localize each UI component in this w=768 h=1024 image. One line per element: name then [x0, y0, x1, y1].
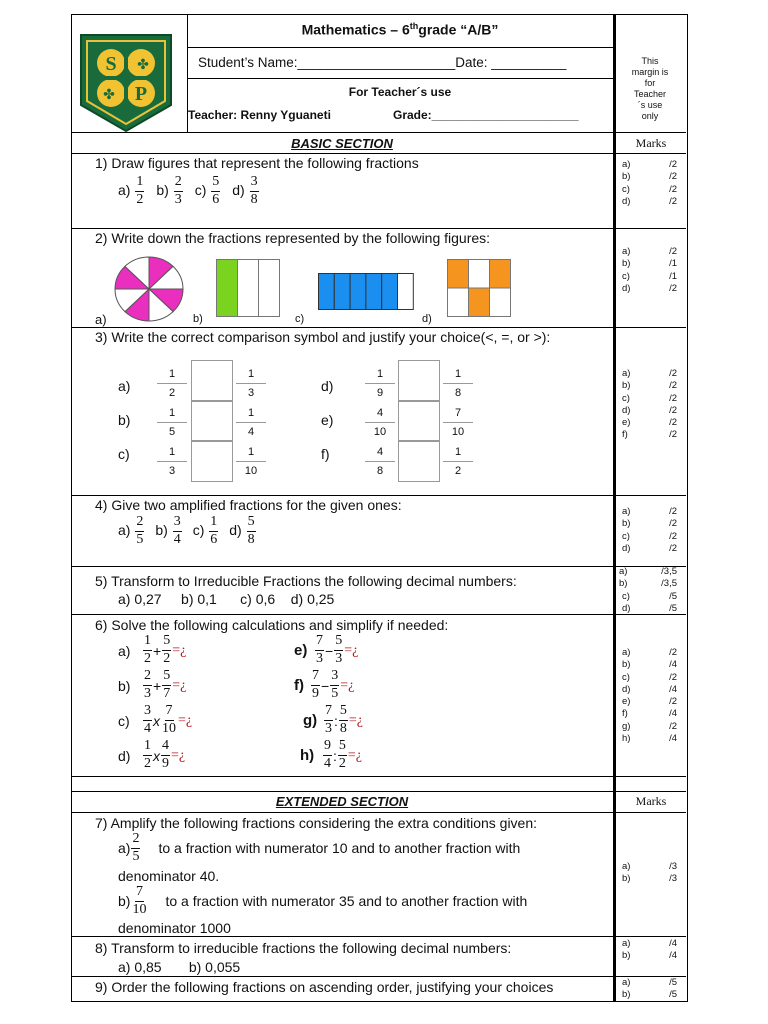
rule: [187, 47, 613, 48]
question-5: 5) Transform to Irreducible Fractions the following decimal numbers:: [95, 573, 517, 589]
rule: [71, 495, 686, 496]
marks-label: Marks: [635, 136, 667, 150]
q3-frac-e2: 7 10: [443, 407, 473, 438]
q3-label-e: e): [321, 412, 334, 428]
q7-item-b: b) 7 10 to a fraction with numerator 35 and to another fraction with: [118, 884, 528, 917]
question-3: 3) Write the correct comparison symbol and justify your choice(<, =, or >):: [95, 329, 551, 345]
q3-label-a: a): [118, 378, 131, 394]
q2-label-a: a): [95, 312, 107, 327]
q6-item-f: f) 7 9 − $\frac{3}{5}$ = ¿: [294, 668, 355, 701]
answer-box-b[interactable]: [191, 400, 233, 442]
rule: [71, 936, 686, 937]
marks-label-extended: Marks: [635, 794, 667, 808]
q9-marks: a) /5 b) /5: [622, 977, 677, 1001]
q7-marks: a) /3 b) /3: [622, 861, 677, 885]
rule: [187, 78, 613, 79]
rule: [71, 228, 686, 229]
question-2: 2) Write down the fractions represented by the following figures:: [95, 230, 491, 246]
grid-figure: [447, 259, 511, 322]
question-6: 6) Solve the following calculations and simplify if needed:: [95, 617, 449, 633]
bar-figure-sixths: [318, 273, 414, 315]
q4-marks: a) /2 b) /2 c) /2 d) /2: [622, 506, 677, 554]
grade-field[interactable]: Grade:______________________: [393, 108, 579, 122]
q5-marks: a) /3,5 b) /3,5 c) /5 d) /5: [619, 566, 677, 614]
question-9: 9) Order the following fractions on ascending order, justifying your choices: [95, 979, 554, 995]
q6-item-g: g) 7 3 : $\frac{5}{8}$ = ¿: [303, 703, 364, 736]
q1-item-a: a) $\frac{1}{2}$: [118, 174, 144, 207]
svg-text:✤: ✤: [137, 56, 149, 72]
q6-item-a: a) 1 2 + $\frac{5}{2}$ = ¿: [118, 633, 187, 666]
q6-item-e: e) 7 3 − $\frac{5}{3}$ = ¿: [294, 633, 359, 666]
q3-label-f: f): [321, 446, 330, 462]
q3-frac-c2: 1 10: [236, 446, 266, 477]
question-8: 8) Transform to irreducible fractions the following decimal numbers:: [95, 940, 512, 956]
q1-item-c: c) $\frac{5}{6}$: [194, 174, 220, 207]
rule: [71, 153, 686, 154]
q3-frac-f1: 4 8: [365, 446, 395, 477]
question-1: 1) Draw figures that represent the following fractions: [95, 155, 419, 171]
answer-box-e[interactable]: [398, 400, 440, 442]
margin-note: This margin is for Teacher ´s use only: [631, 56, 669, 121]
school-logo: [79, 33, 173, 133]
q3-marks: a) /2 b) /2 c) /2 d) /2 e) /2 f) /2: [622, 368, 677, 441]
q6-item-h: h) 9 4 : $\frac{5}{2}$ = ¿: [300, 738, 363, 771]
q3-frac-d2: 1 8: [443, 368, 473, 399]
q6-marks: a) /2 b) /4 c) /2 d) /4 e) /2 f) /4 g) /2 h) /4: [622, 647, 677, 745]
answer-box-f[interactable]: [398, 440, 440, 482]
q1-fractions: [118, 175, 260, 207]
teacher-name: Teacher: Renny Yguaneti: [188, 108, 331, 122]
rule: [71, 776, 686, 777]
q3-frac-c1: 1 3: [157, 446, 187, 477]
margin-divider: [613, 14, 616, 1001]
q2-marks: a) /2 b) /1 c) /1 d) /2: [622, 246, 677, 294]
rule: [71, 566, 686, 567]
bar-figure-thirds: [216, 259, 280, 322]
q6-item-d: d) 1 2 x $\frac{4}{9}$ = ¿: [118, 738, 186, 771]
rule: [71, 791, 686, 792]
q3-label-b: b): [118, 412, 131, 428]
q5-items: a) 0,27 b) 0,1 c) 0,6 d) 0,25: [118, 591, 335, 607]
q1-marks: a) /2 b) /2 c) /2 d) /2: [622, 159, 677, 207]
q3-frac-e1: 4 10: [365, 407, 395, 438]
basic-section-title: BASIC SECTION: [291, 136, 393, 151]
q3-frac-a2: 1 3: [236, 368, 266, 399]
q3-frac-b1: 1 5: [157, 407, 187, 438]
answer-box-c[interactable]: [191, 440, 233, 482]
q8-marks: a) /4 b) /4: [622, 938, 677, 962]
q2-label-c: c): [295, 313, 305, 325]
svg-text:S: S: [105, 53, 117, 75]
rule: [71, 327, 686, 328]
q4-fractions: a) $\frac{2}{5}$ b) $\frac{3}{4}$ c) $\frac{1}{6}$ d) $\frac{5}{8}$: [118, 514, 255, 547]
q6-left: [118, 633, 192, 773]
q3-frac-d1: 1 9: [365, 368, 395, 399]
q8-items: a) 0,85 b) 0,055: [118, 959, 241, 975]
student-name-field[interactable]: Student’s Name:_____________________Date: __________: [198, 55, 567, 70]
q3-frac-b2: 1 4: [236, 407, 266, 438]
q1-item-d: d) $\frac{3}{8}$: [232, 174, 258, 207]
question-4: 4) Give two amplified fractions for the given ones:: [95, 497, 402, 513]
rule: [71, 976, 686, 977]
q6-item-b: b) 2 3 + $\frac{5}{7}$ = ¿: [118, 668, 187, 701]
rule: [71, 614, 686, 615]
rule: [71, 812, 686, 813]
worksheet-title: Mathematics – 6thgrade “A/B”: [301, 21, 499, 38]
q3-frac-a1: 1 2: [157, 368, 187, 399]
teacher-use-label: For Teacher´s use: [348, 85, 452, 99]
q3-frac-f2: 1 2: [443, 446, 473, 477]
q6-right: [294, 633, 363, 773]
q3-label-d: d): [321, 378, 334, 394]
q3-label-c: c): [118, 446, 130, 462]
q2-label-b: b): [193, 313, 203, 325]
answer-box-a[interactable]: [191, 360, 233, 402]
pie-figure: [113, 256, 185, 327]
q7-item-a: a) 2 5 to a fraction with numerator 10 and to another fraction with: [118, 831, 521, 864]
q1-item-b: b) $\frac{2}{3}$: [156, 174, 182, 207]
answer-box-d[interactable]: [398, 360, 440, 402]
question-7: 7) Amplify the following fractions considering the extra conditions given:: [95, 815, 538, 831]
extended-section-title: EXTENDED SECTION: [275, 794, 409, 809]
q7-item-a-cont: denominator 40.: [118, 868, 220, 884]
q7-item-b-cont: denominator 1000: [118, 920, 231, 936]
svg-text:P: P: [134, 83, 148, 105]
q2-label-d: d): [422, 313, 432, 325]
q6-item-c: c) 3 4 x $\frac{7}{10}$ = ¿: [118, 703, 193, 736]
svg-text:✤: ✤: [103, 86, 115, 102]
